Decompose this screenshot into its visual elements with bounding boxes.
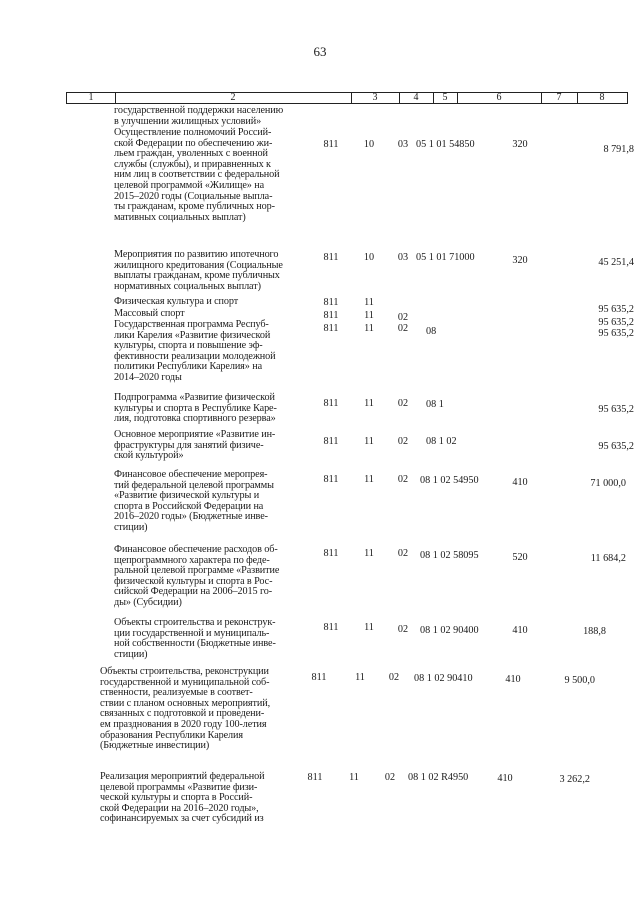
header-col-7: 7: [556, 92, 562, 103]
row-name: Подпрограмма «Развитие физической культуры и спорта в Республике Каре- лия, подготовка спортивного резерва»: [114, 392, 277, 425]
header-col-4: 4: [413, 92, 419, 103]
header-col-8: 8: [599, 92, 605, 103]
row-target-code: 08 1 02 58095: [420, 550, 479, 561]
row-target-code: 08: [426, 326, 437, 337]
row-amount: 11 684,2: [590, 553, 626, 564]
row-amount: 9 500,0: [564, 675, 595, 686]
row-name: государственной поддержки населению в улучшении жилищных условий»: [114, 105, 284, 127]
row-section: 11: [364, 323, 374, 334]
row-name: Основное мероприятие «Развитие ин- фраструктуры для занятий физиче- ской культурой»: [114, 429, 276, 462]
row-target-code: 08 1 02 54950: [420, 475, 479, 486]
row-admin-code: 811: [323, 548, 339, 559]
row-name: Государственная программа Респуб- лики Карелия «Развитие физической культуры, спорта и повышение эф- фективности реализации молодежной политики Республики Карелия» на 2014–2020 годы: [114, 319, 276, 383]
row-section: 11: [364, 310, 374, 321]
row-section: 10: [363, 252, 375, 263]
row-subsection: 03: [397, 252, 409, 263]
row-target-code: 08 1: [426, 399, 444, 410]
row-target-code: 05 1 01 71000: [416, 252, 475, 263]
row-section: 11: [349, 772, 359, 783]
row-subsection: 02: [384, 772, 396, 783]
row-amount: 8 791,8: [603, 144, 634, 155]
row-section: 11: [364, 622, 374, 633]
row-subsection: 02: [388, 672, 400, 683]
row-name: Финансовое обеспечение расходов об- щепрограммного характера по феде- ральной целевой программе «Развитие физической культуры и спорта в Рос- сийской Федерации на 2006–2015 го- ды» (Субсидии): [114, 544, 280, 608]
row-admin-code: 811: [323, 139, 339, 150]
row-subsection: 02: [397, 398, 409, 409]
row-section: 11: [364, 297, 374, 308]
row-expense-type: 410: [497, 773, 513, 784]
row-admin-code: 811: [323, 310, 339, 321]
row-name: Осуществление полномочий Россий- ской Федерации по обеспечению жи- льем граждан, уволенных с военной службы (службы), и приравненных к ним лиц в соответствии с федеральной целевой программой «Жилище» на 2015–2020 годы (Социальные выпла- ты гражданам, кроме публичных нор- мативных социальных выплат): [114, 127, 280, 223]
row-target-code: 08 1 02 90410: [414, 673, 473, 684]
row-admin-code: 811: [323, 474, 339, 485]
row-name: Мероприятия по развитию ипотечного жилищного кредитования (Социальные выплаты гражданам, кроме публичных нормативных социальных выплат): [114, 249, 283, 292]
row-expense-type: 320: [512, 255, 528, 266]
row-admin-code: 811: [323, 252, 339, 263]
row-admin-code: 811: [323, 398, 339, 409]
row-section: 11: [364, 474, 374, 485]
header-col-2: 2: [230, 92, 236, 103]
row-section: 11: [364, 398, 374, 409]
row-target-code: 05 1 01 54850: [416, 139, 475, 150]
row-name: Реализация мероприятий федеральной целевой программы «Развитие физи- ческой культуры и спорта в Россий- ской Федерации на 2016–2020 годы», софинансируемых за счет субсидий из: [100, 771, 265, 825]
row-section: 11: [364, 548, 374, 559]
row-admin-code: 811: [323, 323, 339, 334]
header-col-6: 6: [496, 92, 502, 103]
row-subsection: 02: [397, 474, 409, 485]
row-subsection: 02: [397, 312, 409, 323]
row-name: Массовый спорт: [114, 308, 185, 319]
row-section: 11: [355, 672, 365, 683]
row-admin-code: 811: [307, 772, 323, 783]
row-subsection: 02: [397, 323, 409, 334]
row-admin-code: 811: [311, 672, 327, 683]
row-amount: 95 635,2: [598, 441, 634, 452]
row-admin-code: 811: [323, 297, 339, 308]
row-section: 11: [364, 436, 374, 447]
row-subsection: 02: [397, 548, 409, 559]
row-expense-type: 320: [512, 139, 528, 150]
row-subsection: 02: [397, 436, 409, 447]
header-col-1: 1: [88, 92, 94, 103]
row-amount: 3 262,2: [559, 774, 590, 785]
row-amount: 71 000,0: [590, 478, 626, 489]
row-amount: 95 635,2: [598, 304, 634, 315]
row-amount: 95 635,2: [598, 404, 634, 415]
header-col-3: 3: [372, 92, 378, 103]
row-amount: 95 635,2: [598, 328, 634, 339]
page-number: 63: [313, 44, 327, 59]
row-amount: 45 251,4: [598, 257, 634, 268]
row-amount: 188,8: [583, 626, 606, 637]
row-expense-type: 520: [512, 552, 528, 563]
row-name: Объекты строительства и реконструк- ции государственной и муниципаль- ной собственности (Бюджетные инве- стиции): [114, 617, 276, 660]
row-expense-type: 410: [512, 625, 528, 636]
row-name: Физическая культура и спорт: [114, 296, 239, 307]
row-admin-code: 811: [323, 622, 339, 633]
header-col-5: 5: [442, 92, 448, 103]
row-name: Финансовое обеспечение меропрея- тий федеральной целевой программы «Развитие физической культуры и спорта в Российской Федерации на 2016–2020 годы» (Бюджетные инве- стиции): [114, 469, 274, 533]
row-expense-type: 410: [505, 674, 521, 685]
row-target-code: 08 1 02 R4950: [408, 772, 469, 783]
row-target-code: 08 1 02 90400: [420, 625, 479, 636]
row-target-code: 08 1 02: [426, 436, 457, 447]
row-section: 10: [363, 139, 375, 150]
row-amount: 95 635,2: [598, 317, 634, 328]
table-header: [66, 92, 628, 104]
row-name: Объекты строительства, реконструкции государственной и муниципальной соб- ственности, реализуемые в соответ- ствии с планом основных мероприятий, связанных с подготовкой и проведени- ем празднования в 2020 году 100-летия образования Республики Карелия (Бюджетные инвестиции): [100, 666, 271, 752]
row-subsection: 03: [397, 139, 409, 150]
row-admin-code: 811: [323, 436, 339, 447]
row-subsection: 02: [397, 624, 409, 635]
row-expense-type: 410: [512, 477, 528, 488]
